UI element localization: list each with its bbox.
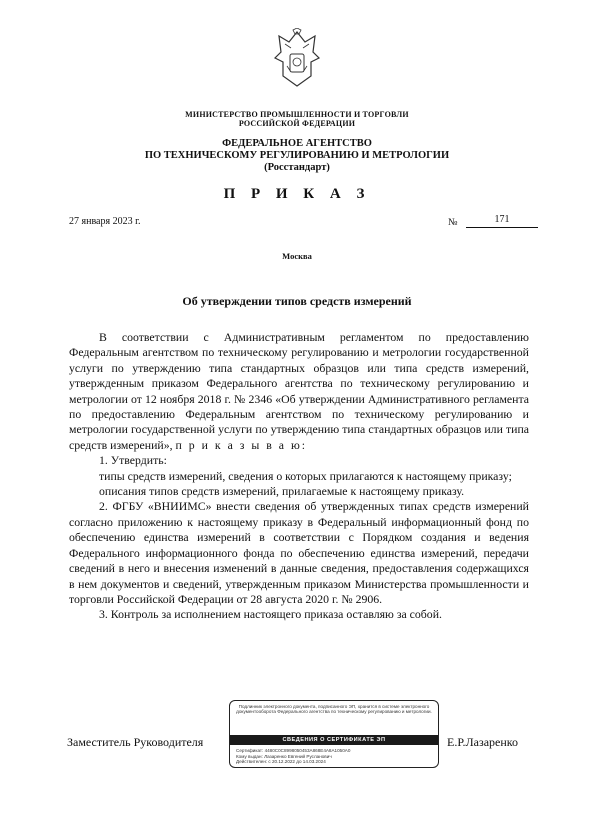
signer-position: Заместитель Руководителя [67, 735, 204, 749]
coat-of-arms-icon [271, 28, 323, 90]
ministry-line-1: МИНИСТЕРСТВО ПРОМЫШЛЕННОСТИ И ТОРГОВЛИ [185, 110, 409, 119]
intro-text: В соответствии с Административным регламентом по предоставлению Федеральным агентством по техническому регулированию и метрологии государственной услуги по утверждению типа стандартных образцов или типа средств измерений, утвержденным приказом Федерального агентства по техническому регулированию и метрологии от 12 ноября 2018 г. № 2346 «Об утверждении Административного регламента по предоставлению Федеральным агентством по техническому регулированию и метрологии государственной услуги по утверждению типа стандартных образцов или типа средств измерений», [69, 330, 529, 452]
item-1: 1. Утвердить: [99, 453, 167, 468]
document-type: П Р И К А З [223, 186, 371, 202]
agency-line-2: ПО ТЕХНИЧЕСКОМУ РЕГУЛИРОВАНИЮ И МЕТРОЛОГИИ [144, 150, 450, 161]
number-sign: № [448, 217, 458, 228]
agency-name [0, 138, 594, 174]
document-date: 27 января 2023 г. [69, 216, 141, 227]
agency-line-1: ФЕДЕРАЛЬНОЕ АГЕНТСТВО [222, 138, 372, 149]
stamp-details [236, 748, 434, 765]
intro-paragraph [69, 330, 529, 453]
agency-line-3: (Росстандарт) [264, 162, 330, 173]
signer-name: Е.Р.Лазаренко [447, 735, 519, 749]
stamp-validity: Действителен: с 20.12.2022 до 14.03.2024 [236, 759, 326, 765]
order-word: п р и к а з ы в а ю: [175, 437, 308, 452]
ministry-line-2: РОССИЙСКОЙ ФЕДЕРАЦИИ [238, 119, 356, 128]
ministry-name [0, 110, 594, 128]
stamp-certificate: Сертификат: 4480С0С8998050453А868Е4А8А1050А0 [236, 748, 351, 753]
item-3: 3. Контроль за исполнением настоящего приказа оставляю за собой. [99, 607, 442, 622]
stamp-note: Подлинник электронного документа, подписанного ЭП, хранится в системе электронного документооборота Федерального агентства по техническому регулированию и метрологии. [236, 704, 432, 715]
document-number: 171 [466, 213, 538, 228]
document-title: Об утверждении типов средств измерений [182, 294, 412, 308]
stamp-header: СВЕДЕНИЯ О СЕРТИФИКАТЕ ЭП [230, 735, 438, 745]
stamp-owner: Кому выдан: Лазаренко Евгений Русланович [236, 753, 332, 759]
electronic-signature-stamp [229, 700, 439, 768]
city: Москва [282, 251, 312, 261]
item-1a: типы средств измерений, сведения о которых прилагаются к настоящему приказу; [99, 468, 512, 483]
item-1b: описания типов средств измерений, прилагаемые к настоящему приказу. [99, 484, 465, 499]
document-body [69, 330, 529, 623]
item-2: 2. ФГБУ «ВНИИМС» внести сведения об утвержденных типах средств измерений согласно приложению к настоящему приказу в Федеральный информационный фонд по обеспечению единства измерений в соответствии с Порядком создания и ведения Федерального информационного фонда по обеспечению единства измерений, передачи сведений в него и внесения изменений в данные сведения, предоставления содержащихся в нем документов и сведений, утвержденным приказом Министерства промышленности и торговли Российской Федерации от 28 августа 2020 г. № 2906. [69, 499, 529, 606]
